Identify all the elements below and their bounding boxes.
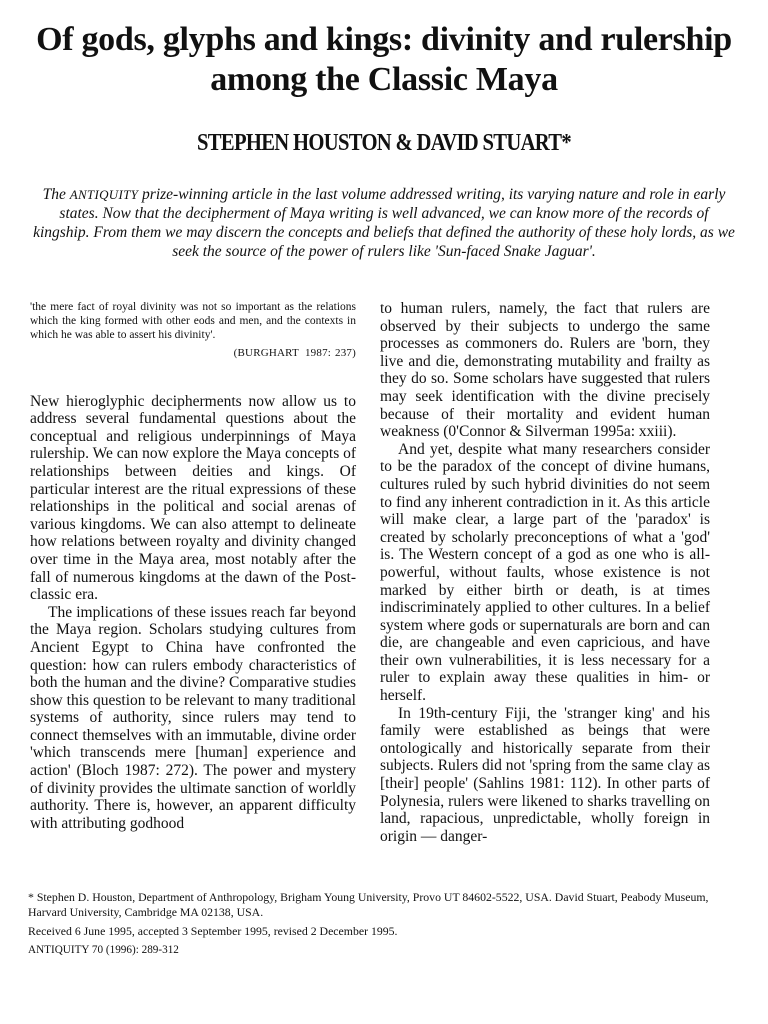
footnotes — [28, 890, 728, 958]
body-paragraph: to human rulers, namely, the fact that rulers are observed by their subjects to undergo the same processes as commoners do. Rulers are 'born, they live and die, demonstrating mutability and frailty as they do so. Some scholars have suggested that rulers may seek identification with the divine precisely because of their mortality and evident human weakness (0'Connor & Silverman 1995a: xxiii). — [380, 300, 710, 441]
epigraph — [30, 300, 356, 361]
epigraph-citation — [30, 345, 356, 361]
body-paragraph: And yet, despite what many researchers consider to be the paradox of the concept of divine humans, cultures ruled by such hybrid divinities do not seem to find any inherent contradiction in it. As this article will make clear, a large part of the 'paradox' is created by scholarly preconceptions of what a 'god' is. The Western concept of a god as one who is all-powerful, without faults, whose existence is not marked by either birth or death, is at times indiscriminately applied to other cultures. In a belief system where gods or supernaturals are born and can die, are changeable and even capricious, and have their own vulnerabilities, it is less necessary for a ruler to explain away these qualities in him- or herself. — [380, 440, 710, 705]
body-paragraph: The implications of these issues reach far beyond the Maya region. Scholars studying cultures from Ancient Egypt to China have confronted the question: how can rulers embody characteristics of both the human and the divine? Comparative studies show this question to be relevant to many traditional systems of authority, since rulers may tend to connect themselves with an immutable, divine order 'which transcends mere [human] experience and action' (Bloch 1987: 272). The power and mystery of divinity provides the ultimate sanction of worldly authority. There is, however, an apparent difficulty with attributing godhood — [30, 603, 356, 832]
epigraph-cite-author: (BURGHART — [233, 346, 299, 359]
right-column — [380, 300, 710, 845]
body-paragraph: New hieroglyphic decipherments now allow us to address several fundamental questions about the conceptual and religious underpinnings of Maya rulership. We can now explore the Maya concepts of relationships between deities and kings. Of particular interest are the ritual expressions of these relationships in the political and social arenas of various kingdoms. We can also attempt to delineate how relations between royalty and divinity changed over time in the Maya area, most notably after the fall of numerous kingdoms at the dawn of the Post-classic era. — [30, 392, 357, 604]
article-abstract — [32, 185, 736, 261]
received-dates: Received 6 June 1995, accepted 3 September 1995, revised 2 December 1995. — [28, 924, 398, 938]
epigraph-cite-page: 237) — [335, 346, 356, 359]
epigraph-cite-year: 1987: — [304, 346, 332, 359]
body-paragraph: In 19th-century Fiji, the 'stranger king' and his family were established as beings that were ontologically and historically separate from their subjects. Rulers did not 'spring from the same clay as [their] people' (Sahlins 1981: 112). In other parts of Polynesia, rulers were likened to sharks travelling on land, rapacious, unpredictable, wholly foreign in origin — danger- — [380, 704, 710, 845]
epigraph-quote: 'the mere fact of royal divinity was not so important as the relations which the king formed with other eods and men, and the contexts in which he was able to assert his divinity'. — [30, 301, 356, 342]
abstract-text: prize-winning article in the last volume addressed writing, its varying nature and role in early states. Now that the decipherment of Maya writing is well advanced, we can know more of the records of kingship. From them we may discern the concepts and beliefs that defined the authority of these holy lords, as we seek the source of the power of rulers like 'Sun-faced Snake Jaguar'. — [33, 186, 735, 260]
article-title: Of gods, glyphs and kings: divinity and rulership among the Classic Maya — [36, 21, 732, 98]
abstract-journal-name: ANTIQUITY — [69, 187, 139, 202]
journal-reference: ANTIQUITY 70 (1996): 289-312 — [28, 944, 179, 956]
author-affiliation-footnote: * Stephen D. Houston, Department of Anthropology, Brigham Young University, Provo UT 84602-5522, USA. David Stuart, Peabody Museum, Harvard University, Cambridge MA 02138, USA. — [28, 890, 709, 919]
article-authors: STEPHEN HOUSTON & DAVID STUART* — [196, 130, 572, 156]
abstract-pre: The — [42, 186, 70, 203]
left-column — [30, 300, 356, 832]
